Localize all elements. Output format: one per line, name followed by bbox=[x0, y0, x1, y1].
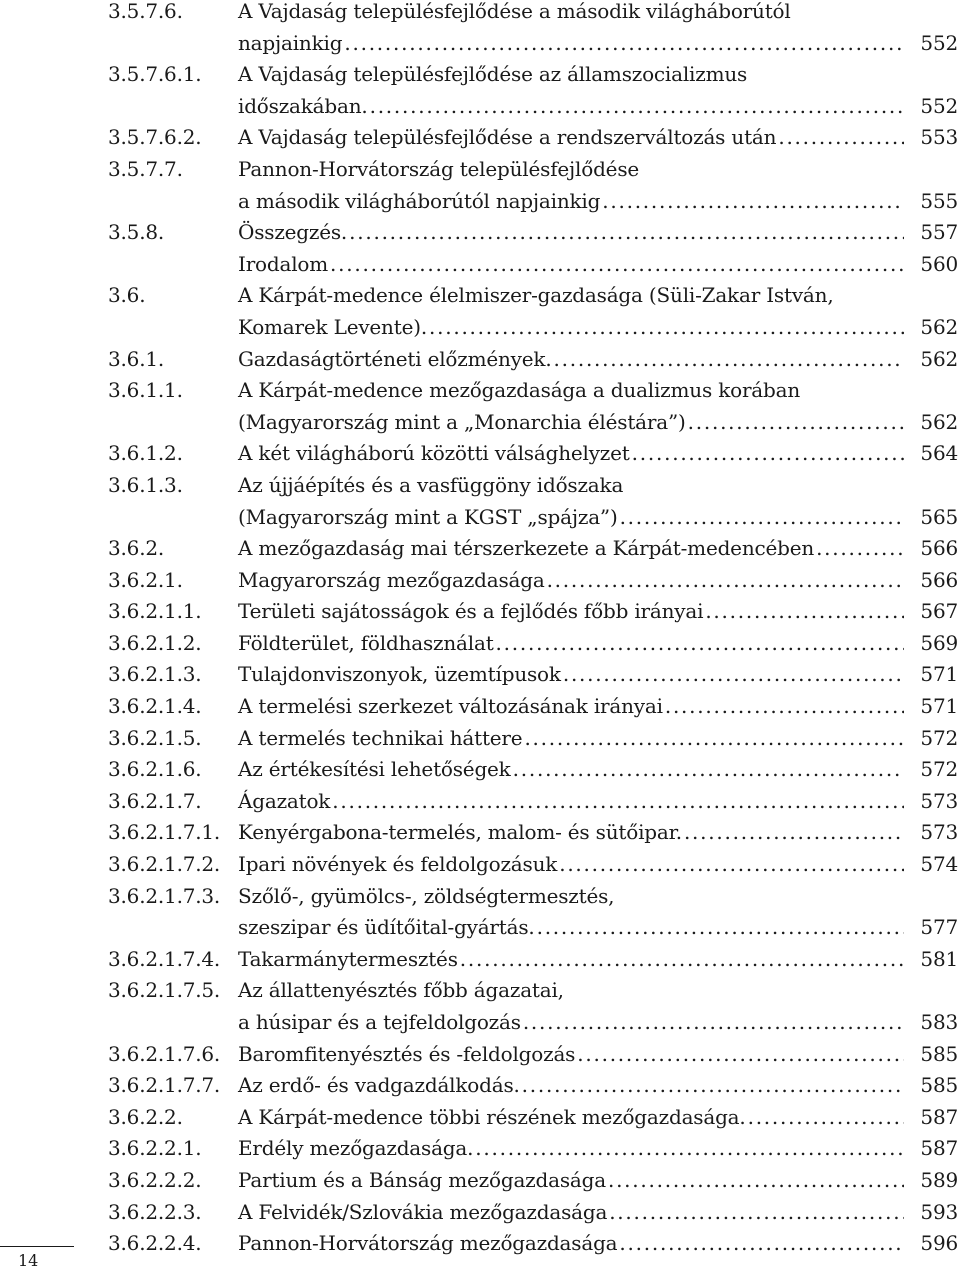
toc-entry-last-line bbox=[238, 344, 958, 376]
toc-entry[interactable] bbox=[108, 438, 958, 470]
toc-entry-title-line: A Kárpát-medence mezőgazdasága a dualizmus korában bbox=[238, 378, 801, 403]
toc-entry-title: a második világháborútól napjainkig bbox=[238, 188, 601, 213]
toc-entry-body bbox=[238, 1165, 958, 1197]
toc-entry-title: Irodalom bbox=[238, 251, 329, 276]
toc-entry[interactable] bbox=[108, 565, 958, 597]
dot-leader bbox=[632, 438, 904, 470]
toc-entry-last-line bbox=[238, 659, 958, 691]
toc-entry-title: Baromfitenyésztés és -feldolgozás bbox=[238, 1041, 576, 1066]
toc-entry-last-line bbox=[238, 817, 958, 849]
toc-entry-page: 573 bbox=[920, 820, 958, 845]
toc-entry-last-line bbox=[238, 28, 958, 60]
toc-entry-body bbox=[238, 628, 958, 660]
dot-leader bbox=[553, 344, 904, 376]
toc-entry-body bbox=[238, 0, 958, 59]
toc-entry-page: 553 bbox=[920, 125, 958, 150]
toc-entry-title: Komarek Levente). bbox=[238, 314, 427, 339]
dot-leader bbox=[344, 28, 904, 60]
toc-entry-body bbox=[238, 1197, 958, 1229]
dot-leader bbox=[513, 754, 904, 786]
toc-entry[interactable] bbox=[108, 1197, 958, 1229]
page-number: 14 bbox=[18, 1251, 39, 1270]
toc-entry-number: 3.6.2.1.7.2. bbox=[108, 852, 221, 877]
toc-entry-title: napjainkig bbox=[238, 30, 343, 55]
toc-entry-page: 567 bbox=[920, 599, 958, 624]
toc-entry-last-line bbox=[238, 438, 958, 470]
toc-entry[interactable] bbox=[108, 817, 958, 849]
toc-entry-number: 3.6.2.1.7.3. bbox=[108, 883, 221, 908]
toc-entry[interactable] bbox=[108, 1165, 958, 1197]
toc-entry-title-line: Pannon-Horvátország településfejlődése bbox=[238, 156, 640, 181]
toc-entry-page: 583 bbox=[920, 1010, 958, 1034]
toc-entry-last-line bbox=[238, 533, 958, 565]
toc-entry-number: 3.5.7.7. bbox=[108, 156, 183, 181]
toc-entry-number: 3.6.2.2. bbox=[108, 1104, 183, 1129]
toc-entry-number: 3.5.8. bbox=[108, 220, 165, 245]
toc-entry-title: Pannon-Horvátország mezőgazdasága bbox=[238, 1231, 618, 1256]
toc-entry[interactable] bbox=[108, 723, 958, 755]
toc-entry-title: Gazdaságtörténeti előzmények. bbox=[238, 346, 552, 371]
dot-leader bbox=[522, 1070, 904, 1102]
toc-entry-title: A mezőgazdaság mai térszerkezete a Kárpát-medencében bbox=[238, 536, 815, 561]
toc-entry[interactable] bbox=[108, 944, 958, 976]
toc-entry[interactable] bbox=[108, 628, 958, 660]
toc-entry-page: 587 bbox=[920, 1136, 958, 1161]
toc-entry-body bbox=[238, 1070, 958, 1102]
toc-entry-page: 560 bbox=[920, 251, 958, 276]
dot-leader bbox=[475, 1133, 904, 1165]
toc-entry[interactable] bbox=[108, 1133, 958, 1165]
toc-entry-last-line bbox=[238, 1197, 958, 1229]
toc-entry-title-line: Az újjáépítés és a vasfüggöny időszaka bbox=[238, 472, 624, 497]
toc-entry-last-line bbox=[238, 502, 958, 534]
dot-leader bbox=[524, 723, 904, 755]
toc-entry-title: a húsipar és a tejfeldolgozás bbox=[238, 1010, 521, 1034]
toc-entry[interactable] bbox=[108, 1102, 958, 1134]
toc-entry-page: 562 bbox=[920, 314, 958, 339]
toc-entry-page: 571 bbox=[920, 662, 958, 687]
toc-entry-number: 3.6.1.2. bbox=[108, 441, 183, 466]
toc-entry[interactable] bbox=[108, 849, 958, 881]
toc-entry-title-line: A Vajdaság településfejlődése az államszocializmus bbox=[238, 62, 748, 87]
toc-entry-last-line bbox=[238, 628, 958, 660]
dot-leader bbox=[349, 217, 904, 249]
toc-entry-last-line bbox=[238, 1133, 958, 1165]
toc-entry-title: szeszipar és üdítőital-gyártás. bbox=[238, 915, 535, 940]
toc-entry-number: 3.6.2.1.7. bbox=[108, 788, 202, 813]
toc-entry-page: 565 bbox=[920, 504, 958, 529]
toc-entry-body bbox=[238, 565, 958, 597]
toc-entry-page: 596 bbox=[920, 1231, 958, 1256]
toc-entry-title: időszakában. bbox=[238, 93, 368, 118]
toc-entry[interactable] bbox=[108, 59, 958, 122]
toc-entry-page: 593 bbox=[920, 1199, 958, 1224]
dot-leader bbox=[460, 944, 904, 976]
toc-entry-last-line bbox=[238, 1039, 958, 1071]
toc-entry-number: 3.6.2.2.2. bbox=[108, 1167, 202, 1192]
toc-entry-title: Tulajdonviszonyok, üzemtípusok bbox=[238, 662, 561, 687]
toc-entry-page: 585 bbox=[920, 1073, 958, 1098]
toc-entry-number: 3.6.2.1.7.1. bbox=[108, 820, 221, 845]
toc-entry-last-line bbox=[238, 786, 958, 818]
toc-entry-last-line bbox=[238, 186, 958, 218]
toc-entry-title: Összegzés. bbox=[238, 220, 348, 245]
dot-leader bbox=[684, 817, 904, 849]
toc-entry-body bbox=[238, 944, 958, 976]
toc-entry-page: 552 bbox=[920, 93, 958, 118]
toc-entry-page: 572 bbox=[920, 725, 958, 750]
toc-entry-last-line bbox=[238, 849, 958, 881]
dot-leader bbox=[778, 122, 904, 154]
toc-entry-body bbox=[238, 723, 958, 755]
toc-entry[interactable] bbox=[108, 975, 958, 1038]
toc-entry-page: 577 bbox=[920, 915, 958, 940]
toc-entry-last-line bbox=[238, 565, 958, 597]
toc-entry[interactable] bbox=[108, 1070, 958, 1102]
toc-entry[interactable] bbox=[108, 786, 958, 818]
toc-entry-title-line: A Kárpát-medence élelmiszer-gazdasága (Süli-Zakar István, bbox=[238, 283, 834, 308]
toc-entry-number: 3.6.1. bbox=[108, 346, 165, 371]
toc-entry-title: Takarmánytermesztés bbox=[238, 946, 458, 971]
toc-entry-last-line bbox=[238, 1165, 958, 1197]
dot-leader bbox=[496, 628, 904, 660]
dot-leader bbox=[619, 1228, 904, 1260]
toc-entry-number: 3.6.2.1.7.5. bbox=[108, 978, 221, 1003]
toc-entry-body bbox=[238, 59, 958, 122]
toc-entry[interactable] bbox=[108, 280, 958, 343]
toc-entry-number: 3.6.2.1.3. bbox=[108, 662, 202, 687]
toc-entry-page: 585 bbox=[920, 1041, 958, 1066]
dot-leader bbox=[370, 91, 904, 123]
toc-entry-number: 3.6.1.3. bbox=[108, 472, 183, 497]
toc-entry-title-line: Az állattenyésztés főbb ágazatai, bbox=[238, 978, 564, 1003]
toc-entry[interactable] bbox=[108, 1039, 958, 1071]
toc-entry[interactable] bbox=[108, 122, 958, 154]
toc-entry-number: 3.6.2.1.1. bbox=[108, 599, 202, 624]
toc-entry-page: 587 bbox=[920, 1104, 958, 1129]
toc-entry-last-line bbox=[238, 691, 958, 723]
toc-entry-body bbox=[238, 122, 958, 154]
toc-entry-last-line bbox=[238, 407, 958, 439]
toc-entry-number: 3.6. bbox=[108, 283, 146, 308]
toc-entry[interactable] bbox=[108, 0, 958, 59]
toc-entry-page: 562 bbox=[920, 346, 958, 371]
toc-entry-body bbox=[238, 786, 958, 818]
toc-entry-body bbox=[238, 249, 958, 281]
dot-leader bbox=[547, 565, 904, 597]
dot-leader bbox=[429, 312, 904, 344]
dot-leader bbox=[665, 691, 904, 723]
dot-leader bbox=[559, 849, 904, 881]
toc-entry-title: (Magyarország mint a KGST „spájza”) bbox=[238, 504, 618, 529]
toc-entry-last-line bbox=[238, 596, 958, 628]
toc-entry-page: 572 bbox=[920, 757, 958, 782]
toc-entry[interactable] bbox=[108, 344, 958, 376]
dot-leader bbox=[523, 1007, 904, 1039]
toc-entry-body bbox=[238, 1102, 958, 1134]
toc-entry-number: 3.5.7.6. bbox=[108, 0, 183, 23]
toc-entry-title: Ipari növények és feldolgozásuk bbox=[238, 852, 558, 877]
dot-leader bbox=[609, 1197, 904, 1229]
toc-entry-page: 552 bbox=[920, 30, 958, 55]
table-of-contents bbox=[108, 0, 958, 1260]
toc-entry-number: 3.5.7.6.1. bbox=[108, 62, 202, 87]
toc-entry-body bbox=[238, 975, 958, 1038]
toc-entry-last-line bbox=[238, 1007, 958, 1039]
toc-entry-number: 3.6.2.1.4. bbox=[108, 694, 202, 719]
toc-entry-title: Földterület, földhasználat bbox=[238, 630, 494, 655]
toc-entry-page: 574 bbox=[920, 852, 958, 877]
toc-entry-last-line bbox=[238, 122, 958, 154]
toc-entry-title: Partium és a Bánság mezőgazdasága bbox=[238, 1167, 606, 1192]
page-number-rule bbox=[0, 1246, 74, 1247]
toc-entry-body bbox=[238, 754, 958, 786]
toc-entry-title: A Kárpát-medence többi részének mezőgazdasága. bbox=[238, 1104, 746, 1129]
toc-entry-title: Ágazatok bbox=[238, 788, 331, 813]
toc-entry-body bbox=[238, 1133, 958, 1165]
toc-entry-title: Területi sajátosságok és a fejlődés főbb irányai bbox=[238, 599, 704, 624]
toc-entry-title: A termelés technikai háttere bbox=[238, 725, 523, 750]
toc-entry-page: 557 bbox=[920, 220, 958, 245]
toc-entry[interactable] bbox=[108, 249, 958, 281]
toc-entry-number: 3.6.2. bbox=[108, 536, 165, 561]
dot-leader bbox=[602, 186, 904, 218]
toc-entry-last-line bbox=[238, 91, 958, 123]
dot-leader bbox=[537, 912, 904, 944]
toc-entry-body bbox=[238, 154, 958, 217]
toc-entry-title: Kenyérgabona-termelés, malom- és sütőipar. bbox=[238, 820, 682, 845]
toc-entry-body bbox=[238, 438, 958, 470]
toc-entry[interactable] bbox=[108, 533, 958, 565]
toc-entry-body bbox=[238, 691, 958, 723]
toc-entry-page: 573 bbox=[920, 788, 958, 813]
dot-leader bbox=[620, 502, 904, 534]
toc-entry-page: 555 bbox=[920, 188, 958, 213]
toc-entry-last-line bbox=[238, 1102, 958, 1134]
toc-entry-page: 581 bbox=[920, 946, 958, 971]
toc-entry-title: A Vajdaság településfejlődése a rendszerváltozás után bbox=[238, 125, 777, 150]
toc-entry-last-line bbox=[238, 1228, 958, 1260]
dot-leader bbox=[688, 407, 904, 439]
toc-entry-number: 3.6.2.1.5. bbox=[108, 725, 202, 750]
toc-entry-title: A Felvidék/Szlovákia mezőgazdasága bbox=[238, 1199, 608, 1224]
toc-entry-body bbox=[238, 217, 958, 249]
toc-entry-page: 566 bbox=[920, 536, 958, 561]
toc-entry-number: 3.6.2.2.4. bbox=[108, 1231, 202, 1256]
toc-entry-number: 3.6.1.1. bbox=[108, 378, 183, 403]
toc-entry[interactable] bbox=[108, 217, 958, 249]
toc-entry[interactable] bbox=[108, 154, 958, 217]
toc-entry-number: 3.6.2.1.2. bbox=[108, 630, 202, 655]
toc-entry-last-line bbox=[238, 912, 958, 944]
toc-entry[interactable] bbox=[108, 659, 958, 691]
toc-entry[interactable] bbox=[108, 470, 958, 533]
toc-entry-body bbox=[238, 470, 958, 533]
toc-entry[interactable] bbox=[108, 1228, 958, 1260]
toc-entry-last-line bbox=[238, 312, 958, 344]
toc-entry-title-line: A Vajdaság településfejlődése a második világháborútól bbox=[238, 0, 791, 23]
dot-leader bbox=[563, 659, 904, 691]
toc-entry-body bbox=[238, 280, 958, 343]
dot-leader bbox=[608, 1165, 904, 1197]
toc-entry[interactable] bbox=[108, 375, 958, 438]
toc-entry-page: 589 bbox=[920, 1167, 958, 1192]
toc-entry-last-line bbox=[238, 217, 958, 249]
toc-entry-body bbox=[238, 881, 958, 944]
toc-entry[interactable] bbox=[108, 881, 958, 944]
toc-entry-body bbox=[238, 817, 958, 849]
dot-leader bbox=[577, 1039, 904, 1071]
dot-leader bbox=[748, 1102, 904, 1134]
toc-entry-page: 564 bbox=[920, 441, 958, 466]
toc-entry-number: 3.6.2.2.3. bbox=[108, 1199, 202, 1224]
toc-entry-number: 3.6.2.1.7.6. bbox=[108, 1041, 221, 1066]
dot-leader bbox=[330, 249, 904, 281]
toc-entry[interactable] bbox=[108, 754, 958, 786]
toc-entry-number: 3.6.2.1.6. bbox=[108, 757, 202, 782]
toc-entry-title: Magyarország mezőgazdasága bbox=[238, 567, 545, 592]
toc-entry-body bbox=[238, 533, 958, 565]
toc-entry-last-line bbox=[238, 754, 958, 786]
toc-entry-last-line bbox=[238, 723, 958, 755]
dot-leader bbox=[705, 596, 904, 628]
dot-leader bbox=[332, 786, 904, 818]
toc-entry-title: (Magyarország mint a „Monarchia éléstára”) bbox=[238, 409, 686, 434]
toc-entry-body bbox=[238, 1039, 958, 1071]
toc-entry-page: 571 bbox=[920, 694, 958, 719]
toc-entry-number: 3.6.2.1. bbox=[108, 567, 183, 592]
toc-entry-last-line bbox=[238, 249, 958, 281]
toc-entry-number: 3.6.2.1.7.4. bbox=[108, 946, 221, 971]
toc-entry-title: A termelési szerkezet változásának irányai bbox=[238, 694, 663, 719]
dot-leader bbox=[816, 533, 904, 565]
toc-entry-body bbox=[238, 1228, 958, 1260]
toc-entry-page: 569 bbox=[920, 630, 958, 655]
toc-entry-last-line bbox=[238, 944, 958, 976]
toc-entry[interactable] bbox=[108, 691, 958, 723]
toc-entry-title: Az értékesítési lehetőségek bbox=[238, 757, 511, 782]
toc-entry-title: Az erdő- és vadgazdálkodás. bbox=[238, 1073, 520, 1098]
toc-entry[interactable] bbox=[108, 596, 958, 628]
toc-entry-body bbox=[238, 596, 958, 628]
toc-entry-number: 3.5.7.6.2. bbox=[108, 125, 202, 150]
toc-entry-body bbox=[238, 659, 958, 691]
toc-entry-page: 562 bbox=[920, 409, 958, 434]
toc-entry-title-line: Szőlő-, gyümölcs-, zöldségtermesztés, bbox=[238, 883, 615, 908]
toc-entry-number: 3.6.2.1.7.7. bbox=[108, 1073, 221, 1098]
toc-entry-title: Erdély mezőgazdasága. bbox=[238, 1136, 474, 1161]
toc-entry-body bbox=[238, 344, 958, 376]
toc-entry-title: A két világháború közötti válsághelyzet bbox=[238, 441, 630, 466]
toc-entry-page: 566 bbox=[920, 567, 958, 592]
toc-entry-body bbox=[238, 375, 958, 438]
toc-entry-last-line bbox=[238, 1070, 958, 1102]
toc-entry-body bbox=[238, 849, 958, 881]
toc-entry-number: 3.6.2.2.1. bbox=[108, 1136, 202, 1161]
